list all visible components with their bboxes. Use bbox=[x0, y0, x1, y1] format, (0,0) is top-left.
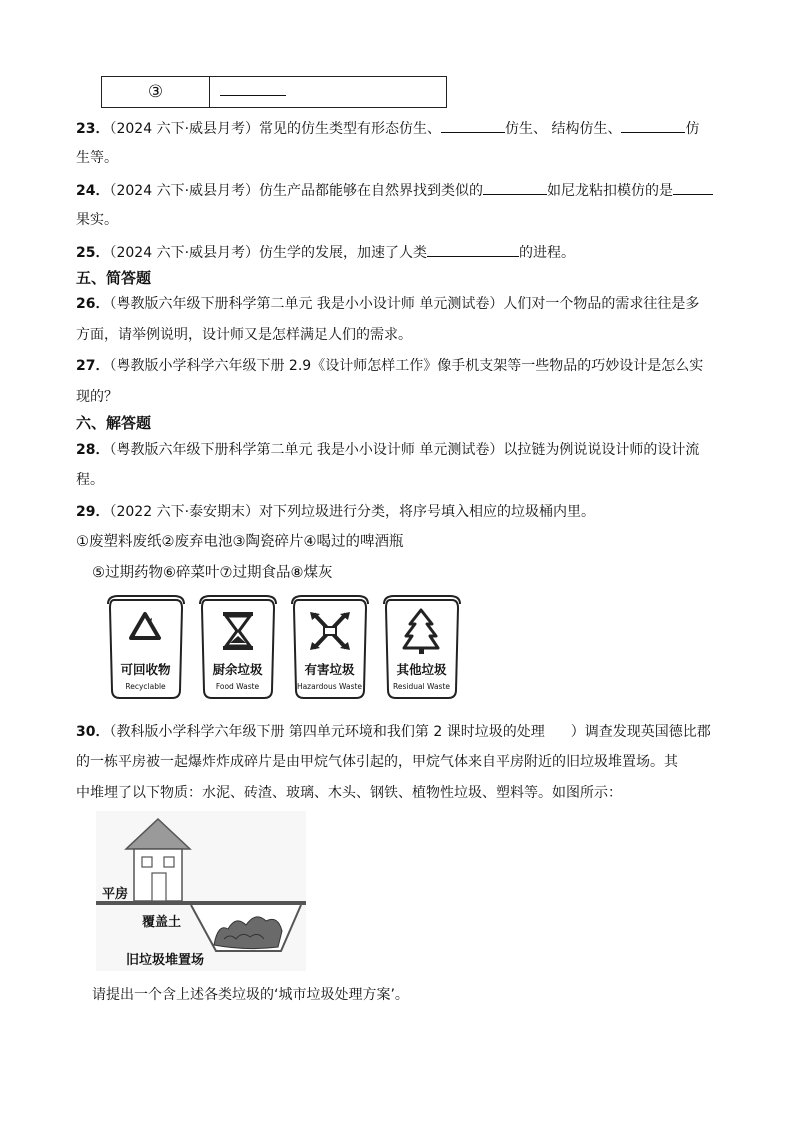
bin-hazardous: 有害垃圾 Hazardous Waste bbox=[288, 594, 371, 704]
question-30: 30．（教科版小学科学六年级下册 第四单元环境和我们第 2 课时垃圾的处理 ）调查发现英国德比郡 bbox=[76, 724, 711, 740]
question-28: 28．（粤教版六年级下册科学第二单元 我是小小设计师 单元测试卷）以拉链为例说说设计师的设计流 bbox=[76, 442, 700, 458]
question-25: 25．（2024 六下·威县月考）仿生学的发展，加速了人类 的进程。 bbox=[76, 242, 575, 263]
question-source: （2022 六下·泰安期末） bbox=[109, 504, 260, 520]
question-source: （2024 六下·威县月考） bbox=[109, 245, 260, 261]
question-29: 29．（2022 六下·泰安期末）对下列垃圾进行分类，将序号填入相应的垃圾桶内里。 bbox=[76, 504, 596, 520]
fill-blank[interactable] bbox=[621, 118, 685, 133]
question-source: （粤教版小学科学六年级下册 2.9《设计师怎样工作》 bbox=[109, 358, 438, 374]
fill-blank[interactable] bbox=[673, 180, 713, 195]
question-27: 27．（粤教版小学科学六年级下册 2.9《设计师怎样工作》像手机支架等一些物品的巧妙设计是怎么实 bbox=[76, 358, 704, 374]
row-marker: ③ bbox=[102, 77, 210, 107]
label-house: 平房 bbox=[102, 887, 129, 902]
question-source: （粤教版六年级下册科学第二单元 我是小小设计师 单元测试卷） bbox=[109, 442, 504, 458]
question-30-line-2: 的一栋平房被一起爆炸炸成碎片是由甲烷气体引起的，甲烷气体来自平房附近的旧垃圾堆置场。其 bbox=[76, 754, 678, 770]
bin-recyclable: 可回收物 Recyclable bbox=[104, 594, 187, 704]
waste-items-line-1: ①废塑料废纸②废弃电池③陶瓷碎片④喝过的啤酒瓶 bbox=[76, 534, 404, 550]
landfill-figure bbox=[96, 811, 306, 971]
label-cover-soil: 覆盖土 bbox=[142, 915, 182, 930]
question-26: 26．（粤教版六年级下册科学第二单元 我是小小设计师 单元测试卷）人们对一个物品的需求往往是多 bbox=[76, 296, 700, 312]
question-30-line-3: 中堆埋了以下物质：水泥、砖渣、玻璃、木头、钢铁、植物性垃圾、塑料等。如图所示： bbox=[76, 785, 622, 801]
question-source: （粤教版六年级下册科学第二单元 我是小小设计师 单元测试卷） bbox=[109, 296, 504, 312]
question-24: 24．（2024 六下·威县月考）仿生产品都能够在自然界找到类似的 如尼龙粘扣模仿的是 bbox=[76, 180, 713, 201]
question-source: （2024 六下·威县月考） bbox=[109, 121, 260, 137]
question-source: （教科版小学科学六年级下册 第四单元环境和我们第 2 课时垃圾的处理 bbox=[109, 724, 545, 740]
fill-blank[interactable] bbox=[441, 118, 505, 133]
section-heading-5: 五、简答题 bbox=[76, 269, 152, 287]
question-source: （2024 六下·威县月考） bbox=[109, 183, 260, 199]
waste-bins-figure bbox=[104, 594, 464, 706]
question-24-cont: 果实。 bbox=[76, 212, 118, 228]
question-23: 23．（2024 六下·威县月考）常见的仿生类型有形态仿生、 仿生、 结构仿生、 仿 bbox=[76, 118, 699, 139]
question-23-cont: 生等。 bbox=[76, 150, 118, 166]
section-heading-6: 六、解答题 bbox=[76, 414, 152, 432]
question-26-cont: 方面，请举例说明，设计师又是怎样满足人们的需求。 bbox=[76, 327, 412, 343]
question-28-cont: 程。 bbox=[76, 472, 104, 488]
bin-residual: 其他垃圾 Residual Waste bbox=[380, 594, 463, 704]
label-old-dump: 旧垃圾堆置场 bbox=[126, 953, 205, 968]
answer-blank[interactable] bbox=[220, 77, 286, 107]
question-27-cont: 现的？ bbox=[76, 389, 118, 405]
fill-blank[interactable] bbox=[427, 242, 519, 257]
fill-blank[interactable] bbox=[483, 180, 547, 195]
bin-food-waste: 厨余垃圾 Food Waste bbox=[196, 594, 279, 704]
question-30-prompt: 请提出一个含上述各类垃圾的‘城市垃圾处理方案’。 bbox=[92, 987, 409, 1003]
answer-table-row bbox=[101, 76, 447, 108]
waste-items-line-2: ⑤过期药物⑥碎菜叶⑦过期食品⑧煤灰 bbox=[92, 565, 333, 581]
